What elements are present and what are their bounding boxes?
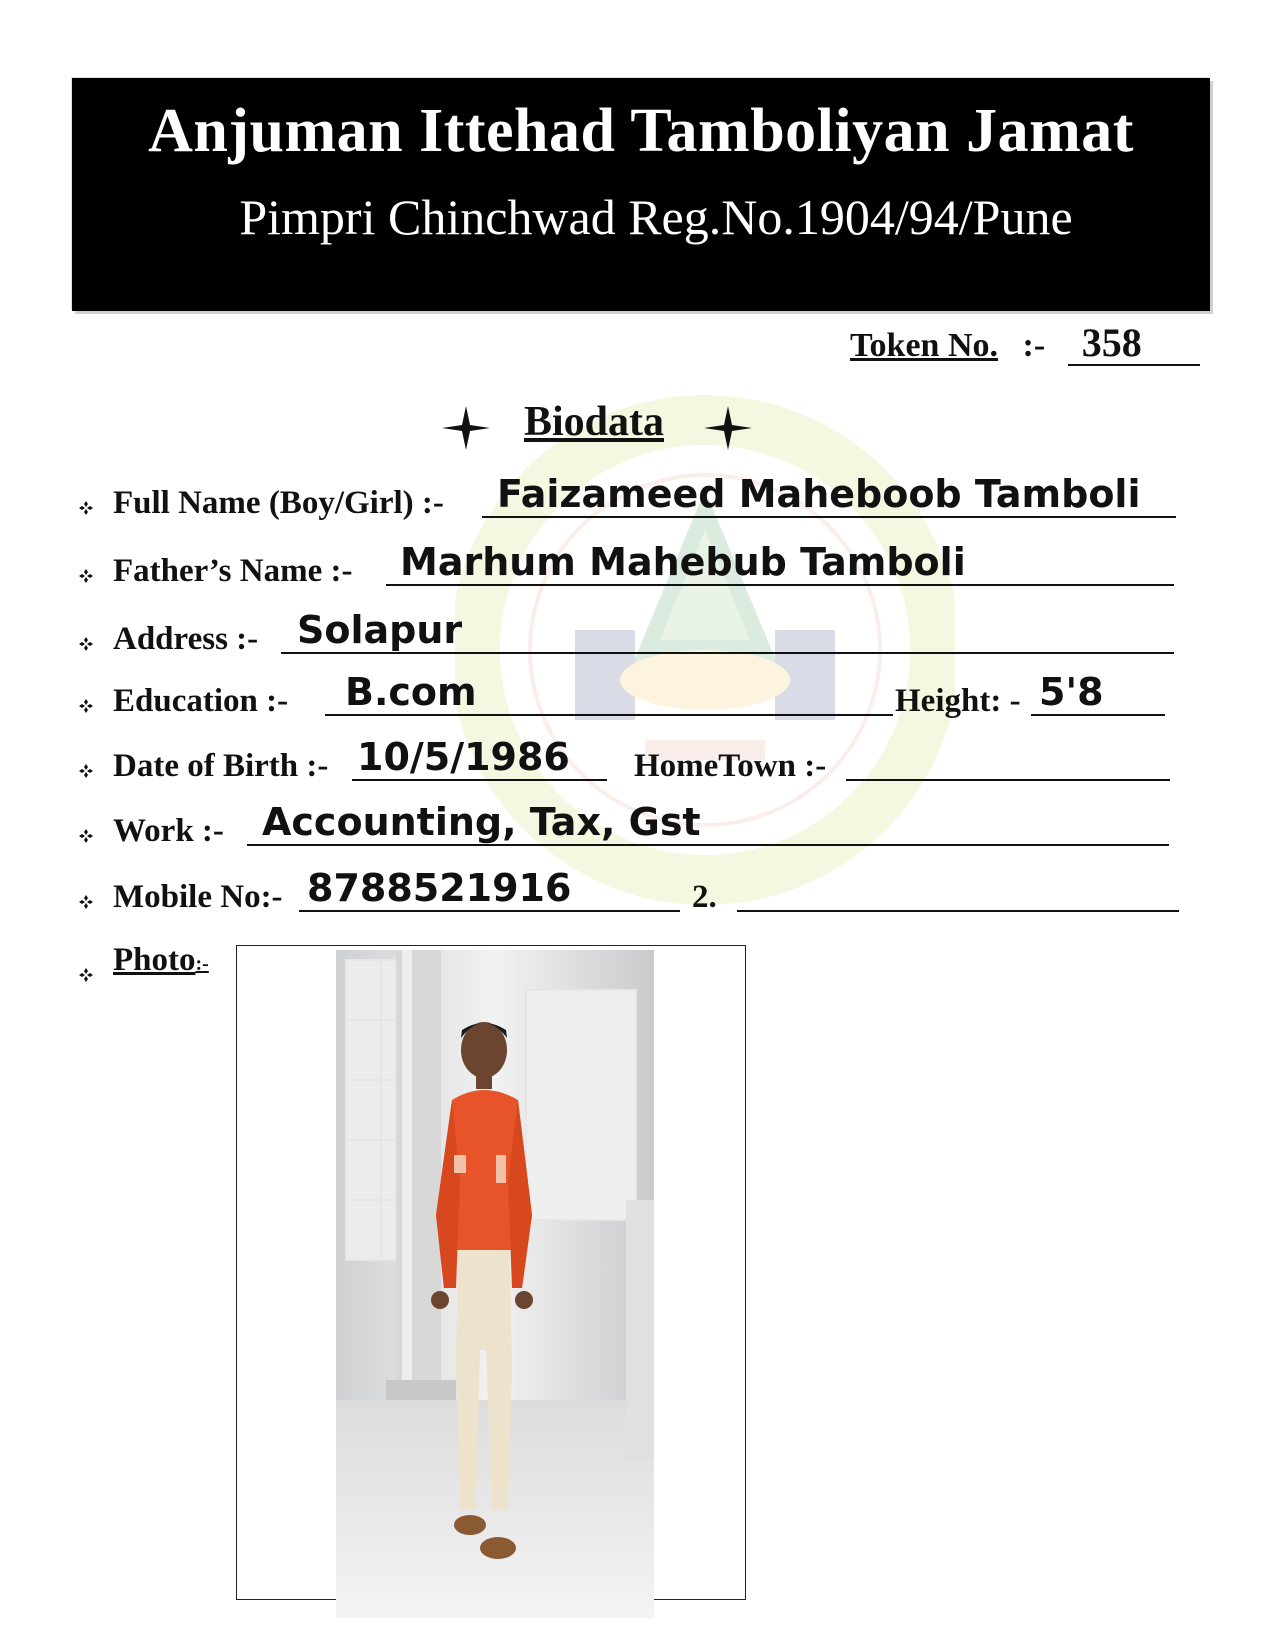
registration-subtitle: Pimpri Chinchwad Reg.No.1904/94/Pune — [239, 189, 1073, 245]
field-date-of-birth — [78, 735, 1178, 785]
dob-value: 10/5/1986 — [357, 735, 570, 779]
mobile-underline — [299, 910, 680, 912]
field-father-name — [78, 540, 1178, 590]
father-name-value: Marhum Mahebub Tamboli — [400, 540, 966, 584]
biodata-heading — [440, 398, 770, 458]
token-number — [850, 322, 1200, 366]
diamond-bullet-icon — [78, 636, 94, 652]
mobile-value: 8788521916 — [307, 866, 572, 910]
hometown-underline — [846, 779, 1170, 781]
work-label: Work :- — [113, 813, 224, 849]
work-underline — [247, 844, 1169, 846]
hometown-label: HomeTown :- — [634, 748, 827, 784]
photo-label-text: Photo — [113, 942, 196, 978]
address-value: Solapur — [297, 608, 463, 652]
photo-label-suffix: :- — [195, 953, 209, 975]
biodata-title: Biodata — [524, 399, 665, 445]
diamond-bullet-icon — [78, 828, 94, 844]
height-label: Height: - — [895, 683, 1021, 719]
field-mobile — [78, 866, 1188, 916]
mobile-label: Mobile No:- — [113, 879, 283, 915]
portrait-photo — [336, 950, 654, 1618]
mobile-2-underline — [737, 910, 1179, 912]
four-point-star-icon — [702, 404, 754, 452]
address-underline — [281, 652, 1174, 654]
organization-title: Anjuman Ittehad Tamboliyan Jamat — [148, 97, 1134, 165]
field-education — [78, 670, 1178, 720]
field-address — [78, 608, 1178, 658]
height-value: 5'8 — [1039, 670, 1104, 714]
full-name-underline — [482, 516, 1176, 518]
four-point-star-icon — [440, 404, 492, 452]
token-value: 358 — [1068, 322, 1200, 366]
diamond-bullet-icon — [78, 500, 94, 516]
full-name-value: Faizameed Maheboob Tamboli — [497, 472, 1141, 516]
diamond-bullet-icon — [78, 894, 94, 910]
dob-label: Date of Birth :- — [113, 748, 329, 784]
diamond-bullet-icon — [78, 568, 94, 584]
header-banner — [72, 78, 1210, 311]
work-value: Accounting, Tax, Gst — [262, 800, 701, 844]
education-value: B.com — [345, 670, 477, 714]
father-name-underline — [386, 584, 1174, 586]
diamond-bullet-icon — [78, 763, 94, 779]
photo-label — [113, 942, 209, 979]
mobile-2-label: 2. — [692, 879, 717, 915]
field-full-name — [78, 472, 1178, 522]
token-separator: :- — [1022, 327, 1046, 364]
dob-underline — [352, 779, 607, 781]
full-name-label: Full Name (Boy/Girl) :- — [113, 485, 444, 521]
field-work — [78, 800, 1178, 850]
diamond-bullet-icon — [78, 967, 94, 983]
token-label: Token No. — [850, 327, 999, 364]
education-label: Education :- — [113, 683, 289, 719]
address-label: Address :- — [113, 621, 259, 657]
father-name-label: Father’s Name :- — [113, 553, 353, 589]
height-underline — [1031, 714, 1165, 716]
education-underline — [325, 714, 893, 716]
diamond-bullet-icon — [78, 698, 94, 714]
